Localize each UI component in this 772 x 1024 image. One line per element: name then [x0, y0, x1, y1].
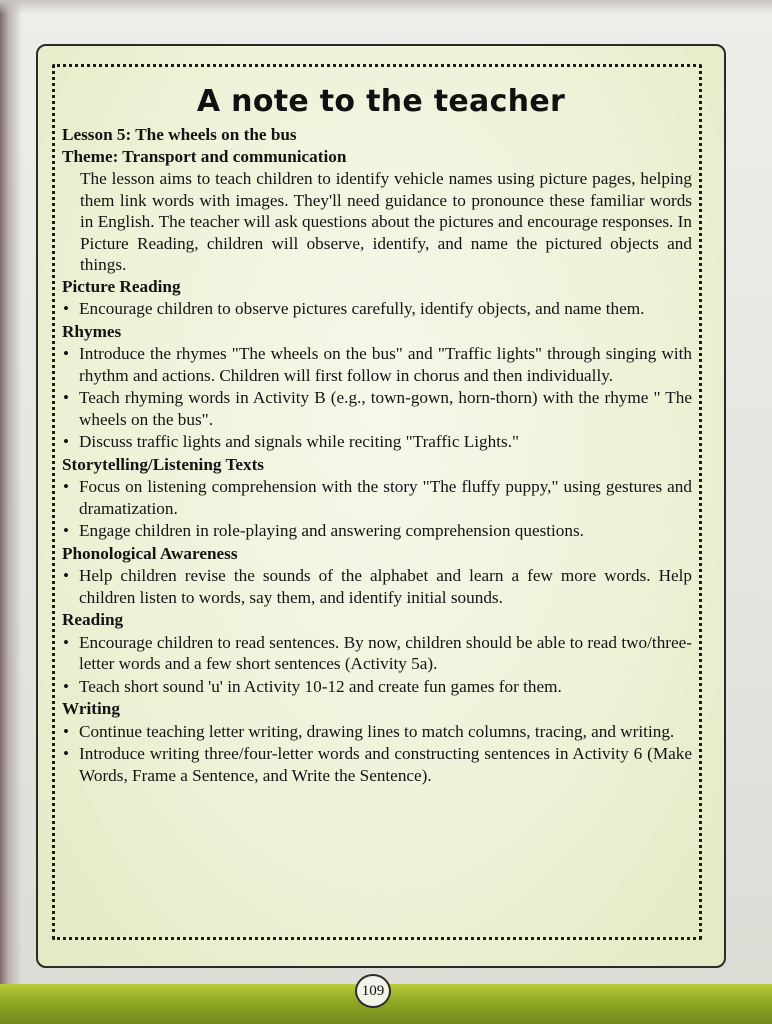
- section-phonological-awareness: [62, 543, 692, 609]
- bullet-list: [62, 298, 692, 320]
- section-heading: Picture Reading: [62, 276, 181, 296]
- theme-heading: Theme: Transport and communication: [62, 146, 347, 166]
- lesson-heading: Lesson 5: The wheels on the bus: [62, 125, 297, 144]
- section-reading: [62, 609, 692, 697]
- page-number: 109: [355, 974, 391, 1008]
- section-rhymes: [62, 321, 692, 453]
- bullet-item: • Encourage children to observe pictures carefully, identify objects, and name them.: [62, 298, 692, 320]
- section-writing: [62, 698, 692, 786]
- bullet-item: • Teach rhyming words in Activity B (e.g., town-gown, horn-thorn) with the rhyme " The wheels on the bus".: [62, 387, 692, 430]
- bullet-item: • Encourage children to read sentences. By now, children should be able to read two/three-letter words and a few short sentences (Activity 5a).: [62, 632, 692, 675]
- bullet-list: [62, 632, 692, 698]
- page-title: A note to the teacher: [196, 84, 566, 119]
- note-content: [62, 124, 692, 787]
- bullet-list: [62, 721, 692, 787]
- section-storytelling: [62, 454, 692, 542]
- bullet-item: • Continue teaching letter writing, drawing lines to match columns, tracing, and writing.: [62, 721, 692, 743]
- bullet-item: • Teach short sound 'u' in Activity 10-12 and create fun games for them.: [62, 676, 692, 698]
- bullet-item: • Introduce the rhymes "The wheels on the bus" and "Traffic lights" through singing with rhythm and actions. Children will first follow in chorus and then individually.: [62, 343, 692, 386]
- bullet-list: [62, 565, 692, 608]
- bullet-item: • Discuss traffic lights and signals while reciting "Traffic Lights.": [62, 431, 692, 453]
- section-heading: Storytelling/Listening Texts: [62, 454, 264, 474]
- bullet-item: • Help children revise the sounds of the alphabet and learn a few more words. Help children listen to words, say them, and identify initial sounds.: [62, 565, 692, 608]
- section-heading: Rhymes: [62, 321, 122, 341]
- section-heading: Phonological Awareness: [62, 543, 238, 563]
- section-heading: Writing: [62, 699, 120, 718]
- bullet-item: • Engage children in role-playing and answering comprehension questions.: [62, 520, 692, 542]
- section-heading: Reading: [62, 610, 124, 629]
- page-shadow-top: [0, 0, 772, 14]
- page-shadow-left: [0, 0, 22, 1024]
- bullet-item: • Introduce writing three/four-letter words and constructing sentences in Activity 6 (Make Words, Frame a Sentence, and Write the Sentence).: [62, 743, 692, 786]
- bullet-item: • Focus on listening comprehension with the story "The fluffy puppy," using gestures and dramatization.: [62, 476, 692, 519]
- bullet-list: [62, 476, 692, 542]
- intro-paragraph: The lesson aims to teach children to identify vehicle names using picture pages, helping them link words with images. They'll need guidance to pronounce these familiar words in English. The teacher will ask questions about the pictures and encourage responses. In Picture Reading, children will observe, identify, and name the pictured objects and things.: [80, 169, 692, 274]
- bullet-list: [62, 343, 692, 453]
- section-picture-reading: [62, 276, 692, 320]
